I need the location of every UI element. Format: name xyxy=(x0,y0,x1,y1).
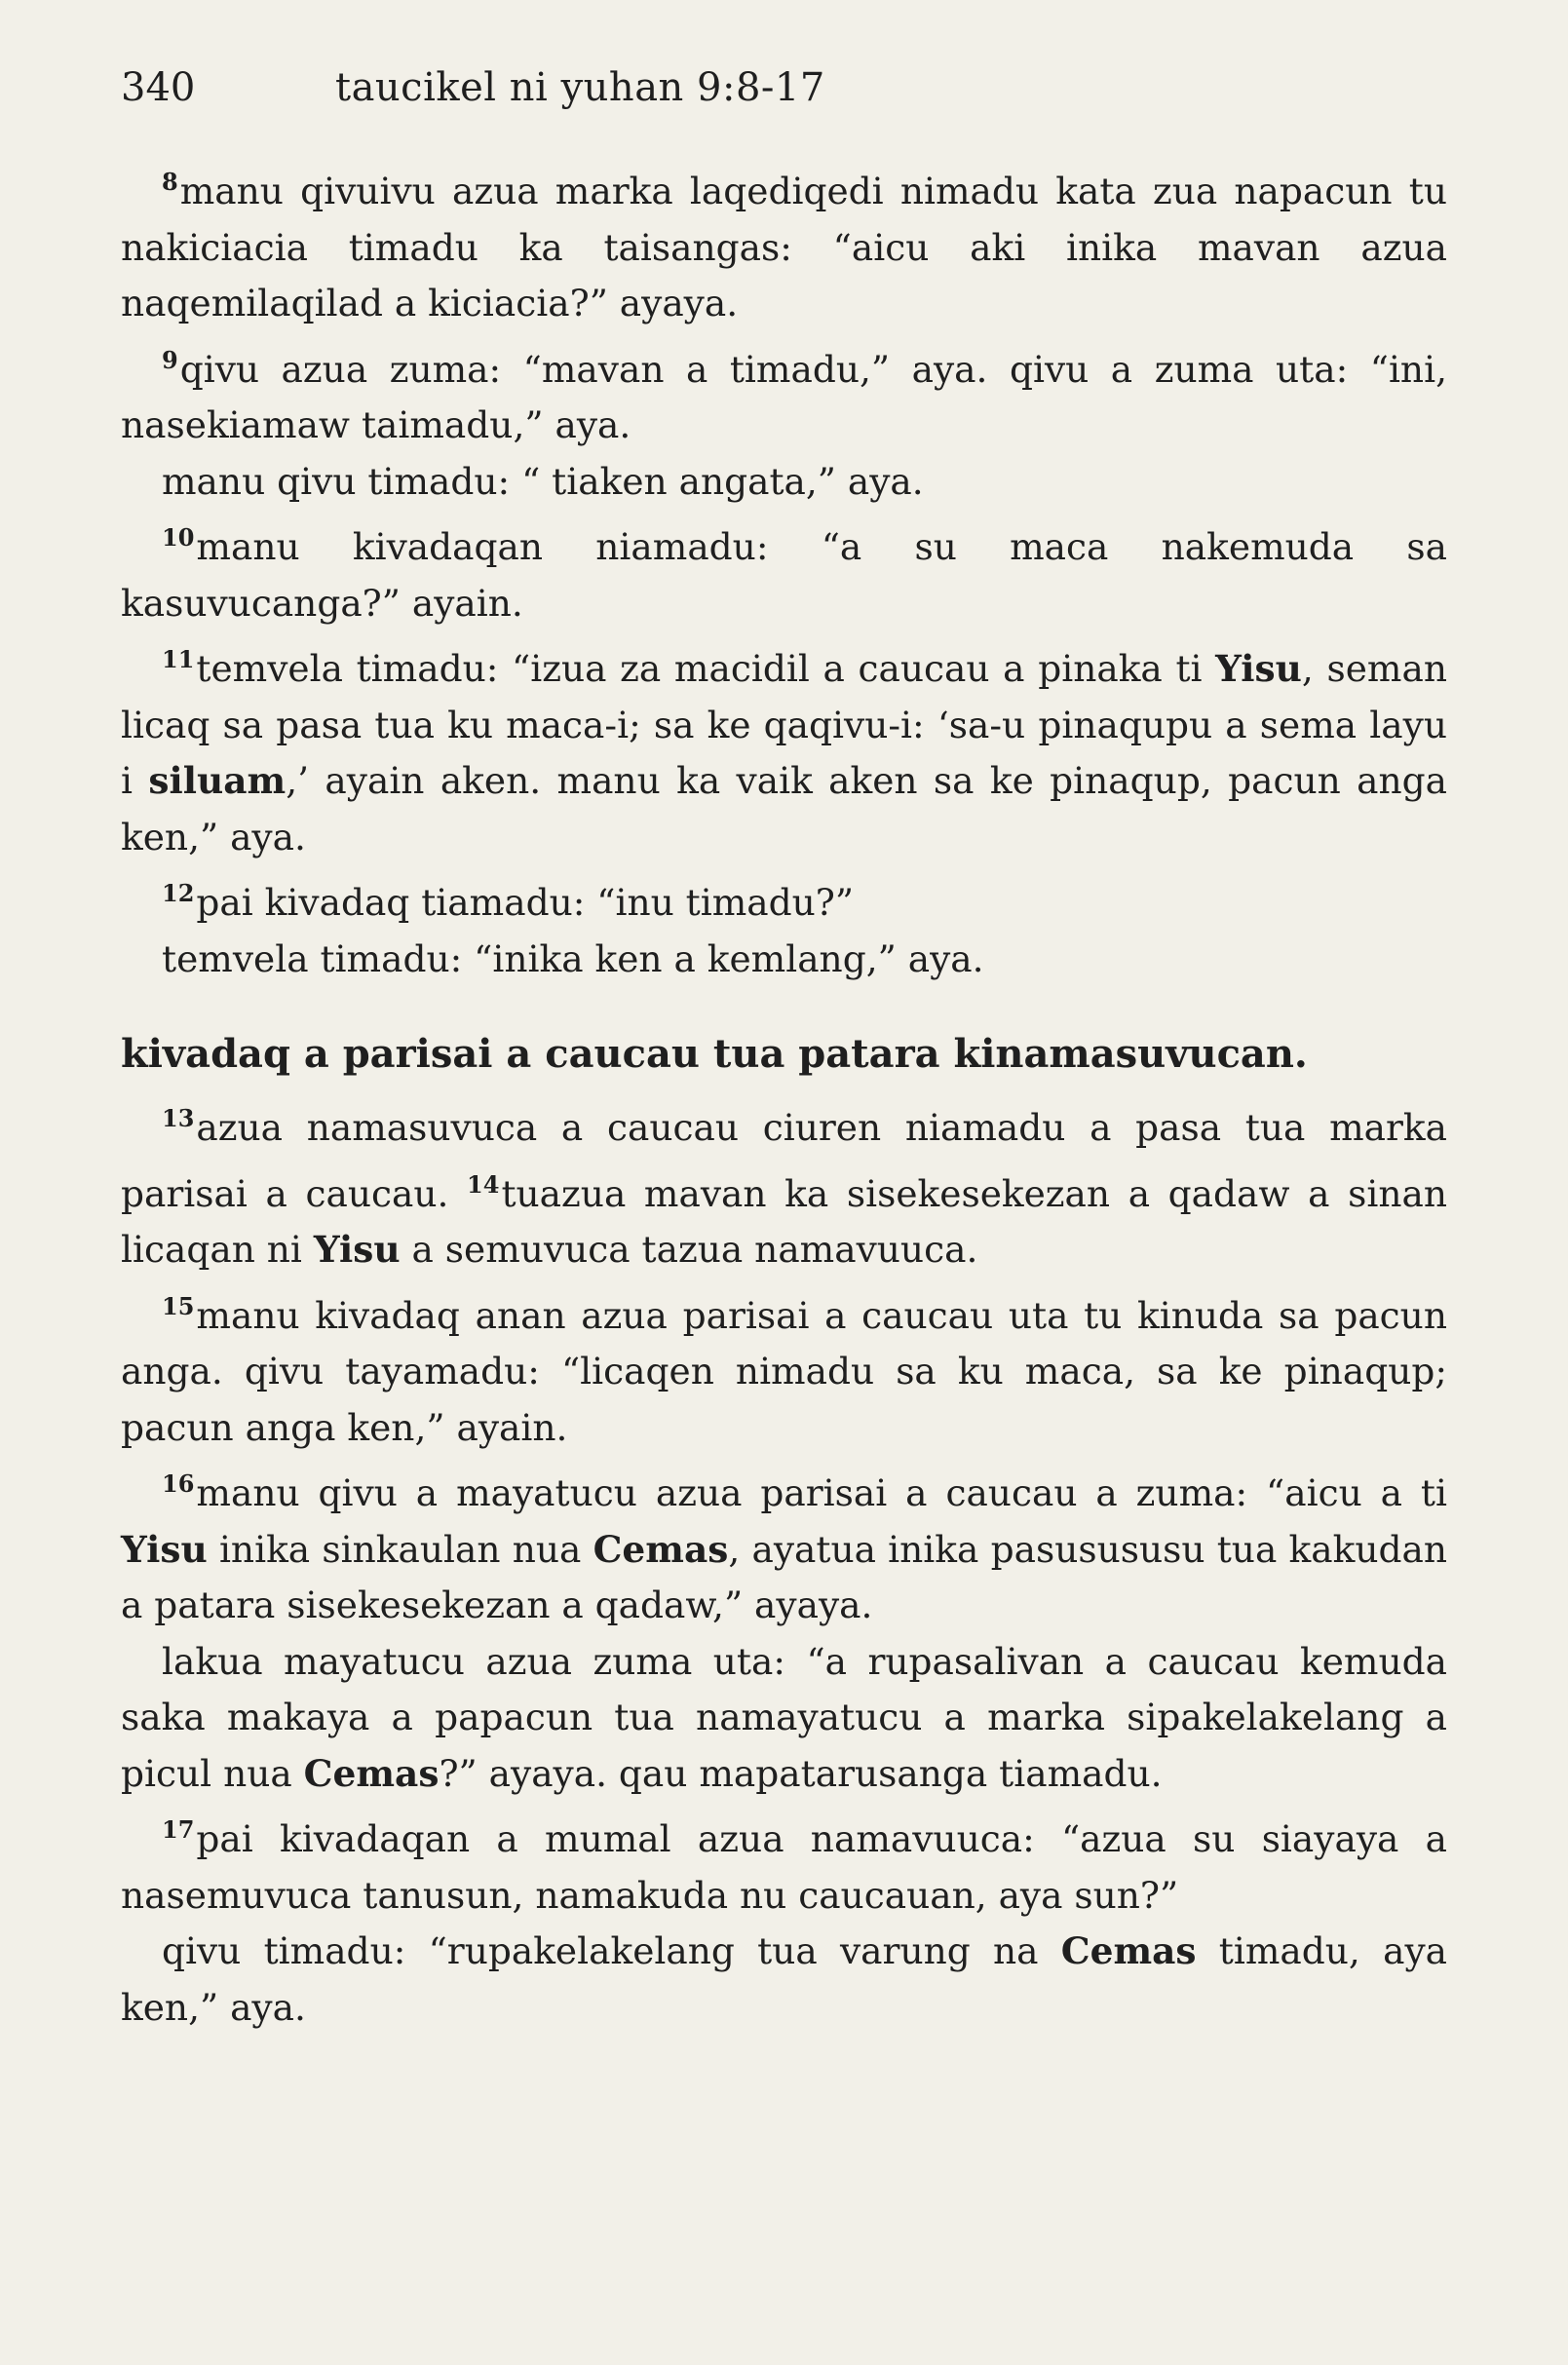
verse-paragraph xyxy=(121,1634,1447,1803)
verse-text: manu qivu a mayatucu azua parisai a caucau a zuma: “aicu a ti xyxy=(196,1471,1447,1514)
verse-text: a semuvuca tazua namavuuca. xyxy=(400,1228,978,1271)
verse-text: manu kivadaqan niamadu: “a su maca nakemuda sa kasuvucanga?” ayain. xyxy=(121,525,1447,625)
verse-number: 13 xyxy=(162,1104,195,1132)
verse-text: , ayatua inika pasusususu tua kakudan a patara sisekesekezan a qadaw,” ayaya. xyxy=(121,1527,1447,1626)
place-bold: siluam xyxy=(148,759,287,802)
verse-number: 12 xyxy=(162,879,195,907)
name-bold: Cemas xyxy=(593,1527,729,1571)
verse-text: tuazua mavan ka sisekesekezan a qadaw a sinan licaqan ni xyxy=(121,1171,1447,1271)
verse-text: , seman licaq sa pasa tua ku maca-i; sa ke qaqivu-i: ‘sa-u pinaqupu a sema layu i xyxy=(121,647,1447,802)
verse-text: manu qivu timadu: “ tiaken angata,” aya. xyxy=(162,459,924,503)
verse-number: 8 xyxy=(162,168,178,196)
verse-text: timadu, aya ken,” aya. xyxy=(121,1929,1447,2029)
verse-text: pai kivadaqan a mumal azua namavuuca: “azua su siayaya a nasemuvuca tanusun, namakuda nu caucauan, aya sun?” xyxy=(121,1817,1447,1917)
verse-paragraph xyxy=(121,332,1447,454)
verse-paragraph xyxy=(121,1924,1447,2036)
verse-paragraph xyxy=(121,1456,1447,1634)
page-number: 340 xyxy=(121,65,196,110)
verse-text: ?” ayaya. qau mapatarusanga tiamadu. xyxy=(439,1751,1163,1795)
name-bold: Yisu xyxy=(313,1228,401,1271)
verse-paragraph xyxy=(121,932,1447,988)
verse-text: qivu azua zuma: “mavan a timadu,” aya. qivu a zuma uta: “ini, nasekiamaw taimadu,” aya. xyxy=(121,347,1447,446)
verse-text: ,’ ayain aken. manu ka vaik aken sa ke pinaqup, pacun anga ken,” aya. xyxy=(121,759,1447,858)
verse-paragraph xyxy=(121,631,1447,865)
verse-number: 16 xyxy=(162,1469,195,1498)
name-bold: Cemas xyxy=(303,1751,440,1795)
scripture-text xyxy=(121,154,1447,2036)
verse-number: 11 xyxy=(162,645,195,673)
verse-paragraph xyxy=(121,154,1447,332)
verse-paragraph xyxy=(121,454,1447,511)
verse-text: qivu timadu: “rupakelakelang tua varung na xyxy=(162,1929,1061,1972)
verse-number: 15 xyxy=(162,1291,195,1320)
verse-text: pai kivadaq tiamadu: “inu timadu?” xyxy=(196,881,855,924)
verse-text: azua namasuvuca a caucau ciuren niamadu a pasa tua marka parisai a caucau. xyxy=(121,1106,1447,1215)
verse-text: lakua mayatucu azua zuma uta: “a rupasalivan a caucau kemuda saka makaya a papacun tua namayatucu a marka sipakelakelang a picul nua xyxy=(121,1639,1447,1795)
verse-paragraph xyxy=(121,865,1447,932)
name-bold: Cemas xyxy=(1060,1929,1197,1972)
verse-text: manu kivadaq anan azua parisai a caucau uta tu kinuda sa pacun anga. qivu tayamadu: “licaqen nimadu sa ku maca, sa ke pinaqup; pacun anga ken,” ayain. xyxy=(121,1293,1447,1449)
verse-number: 9 xyxy=(162,345,178,374)
verse-paragraph xyxy=(121,510,1447,631)
verse-number: 10 xyxy=(162,523,195,552)
verse-text: manu qivuivu azua marka laqediqedi nimadu kata zua napacun tu nakiciacia timadu ka taisangas: “aicu aki inika mavan azua naqemilaqilad a kiciacia?” ayaya. xyxy=(121,170,1447,324)
section-heading: kivadaq a parisai a caucau tua patara kinamasuvucan. xyxy=(121,1031,1308,1077)
verse-paragraph xyxy=(121,1090,1447,1278)
verse-number: 14 xyxy=(467,1169,500,1199)
running-title: taucikel ni yuhan 9:8-17 xyxy=(335,65,825,110)
name-bold: Yisu xyxy=(121,1527,208,1571)
verse-text: temvela timadu: “izua za macidil a caucau a pinaka ti xyxy=(196,647,1216,690)
verse-text: temvela timadu: “inika ken a kemlang,” aya. xyxy=(162,936,984,980)
verse-paragraph xyxy=(121,1802,1447,1924)
verse-paragraph xyxy=(121,1278,1447,1457)
verse-text: inika sinkaulan nua xyxy=(207,1527,593,1571)
page-header xyxy=(121,58,1447,117)
name-bold: Yisu xyxy=(1215,647,1302,690)
verse-number: 17 xyxy=(162,1815,195,1844)
